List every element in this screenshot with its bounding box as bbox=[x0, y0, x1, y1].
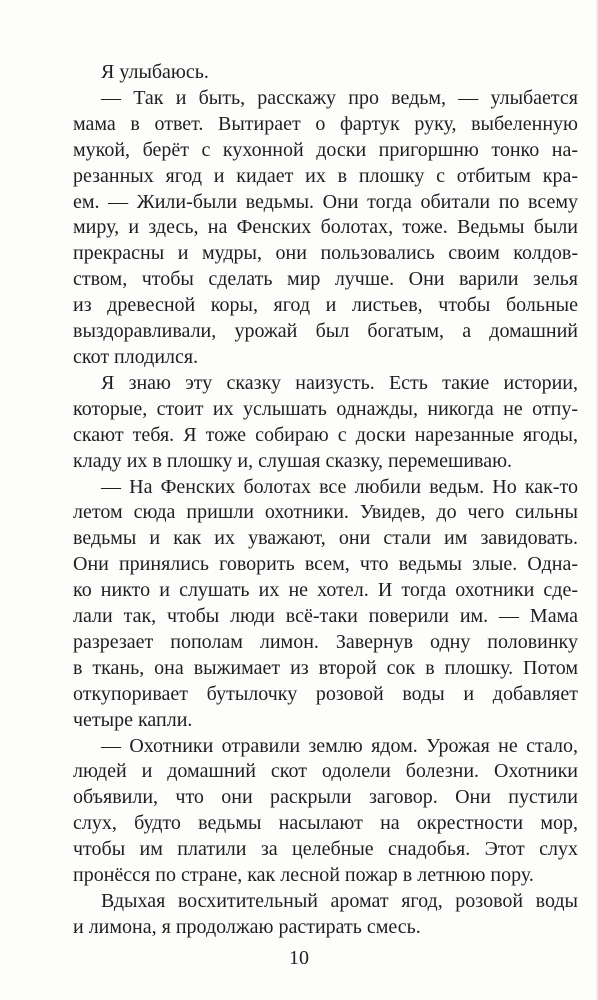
text-line: — На Фенских болотах все любили ведьм. Но как-то bbox=[101, 475, 578, 498]
text-line: в ткань, она выжимает из второй сок в плошку. Потом bbox=[73, 656, 578, 679]
text-line: мукой, берёт с кухонной доски пригоршню тонко на- bbox=[73, 138, 578, 161]
paragraph bbox=[73, 86, 578, 371]
text-line: скают тебя. Я тоже собираю с доски нарезанные ягоды, bbox=[73, 423, 578, 446]
text-line: ведьмы и как их уважают, они стали им завидовать. bbox=[73, 527, 578, 550]
text-line: и лимона, я продолжаю растирать смесь. bbox=[73, 915, 421, 938]
text-line: Вдыхая восхитительный аромат ягод, розовой воды bbox=[101, 890, 578, 912]
text-line: четыре капли. bbox=[73, 708, 193, 731]
text-line: кладу их в плошку и, слушая сказку, перемешиваю. bbox=[73, 449, 513, 472]
text-line: лали так, чтобы люди всё-таки поверили им. — Мама bbox=[73, 605, 578, 628]
text-line: из древесной коры, ягод и листьев, чтобы больные bbox=[73, 294, 578, 317]
text-line: Я знаю эту сказку наизусть. Есть такие истории, bbox=[101, 371, 578, 394]
text-line: летом сюда пришли охотники. Увидев, до чего сильны bbox=[73, 501, 578, 524]
text-line: слух, будто ведьмы насылают на окрестности мор, bbox=[73, 812, 578, 835]
paragraph bbox=[73, 734, 578, 889]
text-line: ством, чтобы сделать мир лучше. Они варили зелья bbox=[73, 268, 578, 291]
paragraph bbox=[73, 60, 578, 86]
paragraph bbox=[73, 889, 578, 941]
text-line: чтобы им платили за целебные снадобья. Этот слух bbox=[73, 838, 578, 861]
text-line: откупоривает бутылочку розовой воды и добавляет bbox=[73, 682, 578, 705]
text-line: ем. — Жили-были ведьмы. Они тогда обитали по всему bbox=[73, 190, 578, 213]
text-line: — Охотники отравили землю ядом. Урожая не стало, bbox=[101, 734, 578, 757]
text-line: объявили, что они раскрыли заговор. Они пустили bbox=[73, 786, 578, 809]
text-line: скот плодился. bbox=[73, 345, 199, 368]
paragraph bbox=[73, 371, 578, 475]
text-line: Они принялись говорить всем, что ведьмы злые. Одна- bbox=[73, 553, 578, 576]
text-line: ко никто и слушать их не хотел. И тогда охотники сде- bbox=[73, 579, 578, 602]
text-line: прекрасны и мудры, они пользовались своим колдов- bbox=[73, 242, 578, 265]
paragraph bbox=[73, 475, 578, 734]
text-line: мама в ответ. Вытирает о фартук руку, выбеленную bbox=[73, 112, 578, 135]
text-line: разрезает пополам лимон. Завернув одну половинку bbox=[73, 630, 578, 653]
text-line: — Так и быть, расскажу про ведьм, — улыбается bbox=[101, 86, 578, 109]
text-line: которые, стоит их услышать однажды, никогда не отпу- bbox=[73, 397, 578, 420]
page-number: 10 bbox=[289, 947, 309, 969]
text-line: Я улыбаюсь. bbox=[101, 61, 209, 83]
text-line: резанных ягод и кидает их в плошку с отбитым кра- bbox=[73, 164, 578, 187]
text-line: выздоравливали, урожай был богатым, а домашний bbox=[73, 320, 578, 343]
body-text bbox=[73, 60, 578, 941]
text-line: людей и домашний скот одолели болезни. Охотники bbox=[73, 760, 578, 783]
text-line: пронёсся по стране, как лесной пожар в летнюю пору. bbox=[73, 864, 534, 887]
text-line: миру, и здесь, на Фенских болотах, тоже. Ведьмы были bbox=[73, 216, 578, 239]
